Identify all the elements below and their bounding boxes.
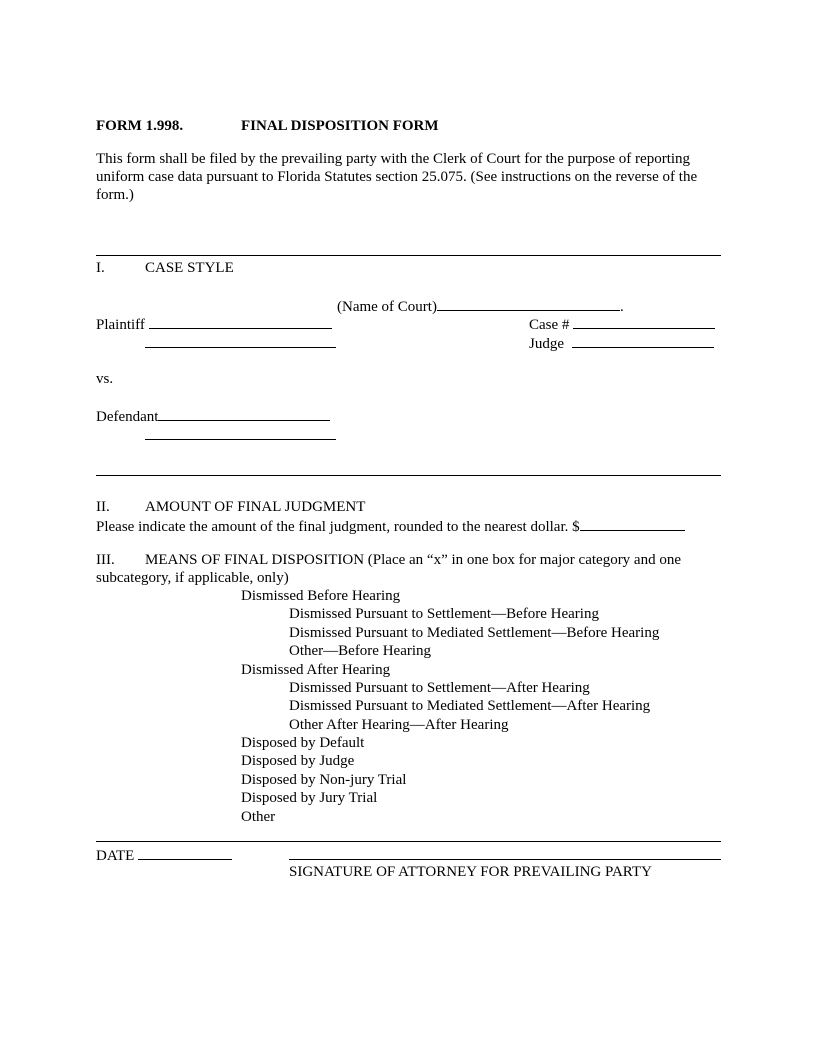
option-mediated-before-hearing[interactable]: Dismissed Pursuant to Mediated Settlement—Before Hearing	[289, 625, 660, 641]
defendant-field-2-row	[145, 425, 336, 445]
section1-title: CASE STYLE	[145, 260, 234, 276]
section3-title-line2: subcategory, if applicable, only)	[96, 570, 289, 586]
court-name-period: .	[619, 299, 624, 315]
section2-numeral: II.	[96, 499, 110, 515]
intro-paragraph: This form shall be filed by the prevailing party with the Clerk of Court for the purpose of reporting uniform case data pursuant to Florida Statutes section 25.075. (See instructions on the reverse of the form.)	[96, 151, 698, 203]
option-other-before-hearing[interactable]: Other—Before Hearing	[289, 643, 432, 659]
section3-numeral: III.	[96, 552, 115, 568]
case-number-label: Case #	[529, 317, 570, 333]
court-name-label: (Name of Court)	[337, 299, 437, 315]
judge-label: Judge	[529, 336, 564, 352]
option-other[interactable]: Other	[241, 809, 276, 825]
judge-field[interactable]	[572, 333, 714, 348]
defendant-label: Defendant	[96, 409, 159, 425]
signature-label: SIGNATURE OF ATTORNEY FOR PREVAILING PARTY	[289, 864, 652, 880]
case-number-field[interactable]	[573, 314, 715, 329]
judge-row	[529, 333, 714, 353]
judgment-amount-row	[96, 516, 685, 536]
option-settlement-before-hearing[interactable]: Dismissed Pursuant to Settlement—Before Hearing	[289, 606, 599, 622]
judgment-amount-field[interactable]	[580, 516, 685, 531]
option-disposed-by-nonjury-trial[interactable]: Disposed by Non-jury Trial	[241, 772, 407, 788]
option-disposed-by-jury-trial[interactable]: Disposed by Jury Trial	[241, 790, 378, 806]
plaintiff-field[interactable]	[149, 314, 332, 329]
defendant-row	[96, 406, 330, 426]
vs-label: vs.	[96, 371, 114, 387]
date-field[interactable]	[138, 845, 232, 860]
date-label: DATE	[96, 848, 135, 864]
option-dismissed-before-hearing[interactable]: Dismissed Before Hearing	[241, 588, 401, 604]
plaintiff-field-2[interactable]	[145, 333, 336, 348]
plaintiff-row	[96, 314, 332, 334]
case-number-row	[529, 314, 715, 334]
defendant-field[interactable]	[158, 406, 330, 421]
divider-3	[96, 841, 721, 842]
divider-1	[96, 255, 721, 256]
option-other-after-hearing[interactable]: Other After Hearing—After Hearing	[289, 717, 509, 733]
option-mediated-after-hearing[interactable]: Dismissed Pursuant to Mediated Settlement—After Hearing	[289, 698, 651, 714]
defendant-field-2[interactable]	[145, 425, 336, 440]
option-disposed-by-judge[interactable]: Disposed by Judge	[241, 753, 355, 769]
plaintiff-field-2-row	[145, 333, 336, 353]
section1-numeral: I.	[96, 260, 105, 276]
date-row	[96, 845, 232, 865]
plaintiff-label: Plaintiff	[96, 317, 145, 333]
court-name-row	[337, 296, 624, 316]
form-number: FORM 1.998.	[96, 118, 184, 134]
option-settlement-after-hearing[interactable]: Dismissed Pursuant to Settlement—After Hearing	[289, 680, 590, 696]
section2-title: AMOUNT OF FINAL JUDGMENT	[145, 499, 366, 515]
option-disposed-by-default[interactable]: Disposed by Default	[241, 735, 365, 751]
judgment-amount-text: Please indicate the amount of the final judgment, rounded to the nearest dollar. $	[96, 519, 580, 535]
section3-title-line1: MEANS OF FINAL DISPOSITION (Place an “x” in one box for major category and one	[145, 552, 682, 568]
court-name-field[interactable]	[437, 296, 620, 311]
option-dismissed-after-hearing[interactable]: Dismissed After Hearing	[241, 662, 391, 678]
form-title: FINAL DISPOSITION FORM	[241, 118, 439, 134]
signature-line[interactable]	[289, 859, 721, 860]
divider-2	[96, 475, 721, 476]
